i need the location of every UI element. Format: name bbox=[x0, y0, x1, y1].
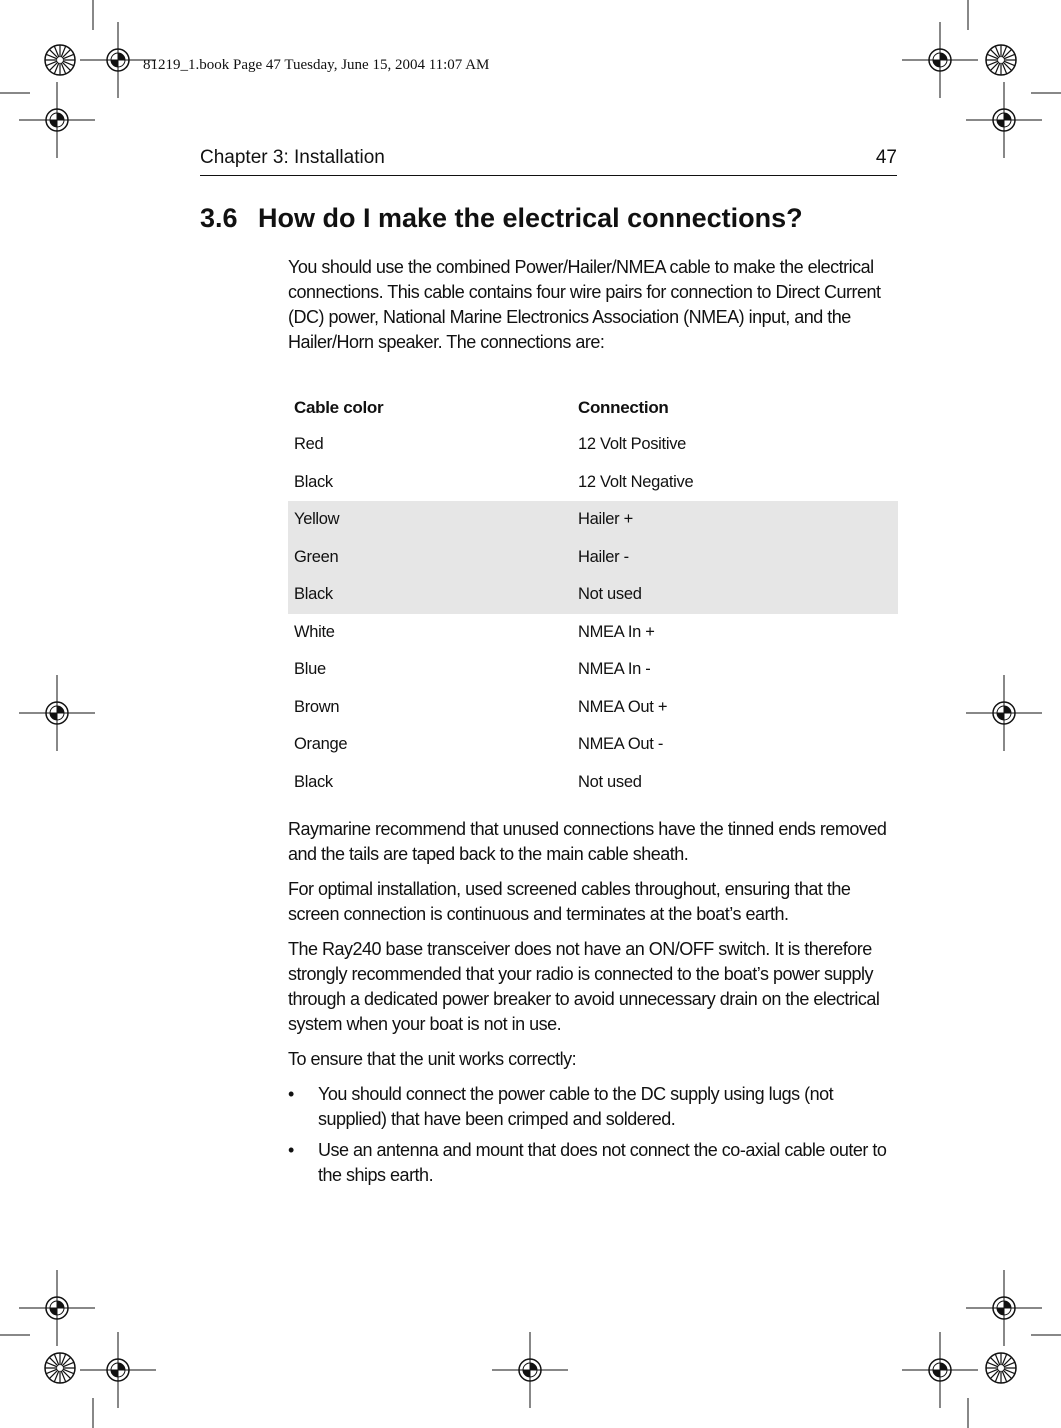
section-number: 3.6 bbox=[200, 203, 238, 233]
table-row bbox=[288, 464, 898, 502]
list-item bbox=[288, 1138, 898, 1188]
table-header-row bbox=[288, 390, 898, 426]
connection-cell: NMEA In + bbox=[578, 622, 655, 641]
bullet-list bbox=[288, 1082, 898, 1188]
paragraph-power-breaker: The Ray240 base transceiver does not have an ON/OFF switch. It is therefore strongly recommended that your radio is connected to the boat’s power supply through a dedicated power breaker to avoid unnecessary drain on the electrical system when your boat is not in use. bbox=[288, 939, 880, 1034]
cable-color-cell: Black bbox=[294, 472, 333, 491]
print-slug: 81219_1.book Page 47 Tuesday, June 15, 2004 11:07 AM bbox=[143, 57, 490, 73]
connection-cell: Hailer - bbox=[572, 539, 898, 577]
list-item bbox=[288, 1082, 898, 1132]
table-row bbox=[288, 539, 898, 577]
cable-color-cell: Orange bbox=[294, 735, 348, 754]
page-number: 47 bbox=[875, 147, 897, 168]
cable-color-cell: Green bbox=[288, 539, 572, 577]
connection-cell: Not used bbox=[572, 576, 898, 614]
table-row bbox=[288, 576, 898, 614]
connection-cell: NMEA In - bbox=[578, 660, 651, 679]
cable-color-cell: Black bbox=[294, 772, 333, 791]
table-row bbox=[288, 689, 898, 727]
intro-paragraph: You should use the combined Power/Hailer/NMEA cable to make the electrical connections. This cable contains four wire pairs for connection to Direct Current (DC) power, National Marine Electronics Association (NMEA) input, and the Hailer/Horn speaker. The connections are: bbox=[288, 257, 881, 352]
cable-color-cell: Yellow bbox=[288, 501, 572, 539]
column-header-cable-color: Cable color bbox=[294, 398, 384, 417]
table-row bbox=[288, 651, 898, 689]
column-header-connection: Connection bbox=[578, 398, 669, 417]
chapter-title: Chapter 3: Installation bbox=[200, 147, 385, 168]
table-row bbox=[288, 426, 898, 464]
table-row bbox=[288, 726, 898, 764]
table-row bbox=[288, 501, 898, 539]
table-row bbox=[288, 614, 898, 652]
bullet-icon: • bbox=[288, 1084, 294, 1104]
cable-connection-table bbox=[288, 390, 898, 801]
section-title-text: How do I make the electrical connections? bbox=[258, 203, 803, 233]
bullet-text: Use an antenna and mount that does not connect the co-axial cable outer to the ships earth. bbox=[318, 1140, 887, 1185]
intro-block bbox=[288, 255, 898, 355]
cable-color-cell: Blue bbox=[294, 660, 326, 679]
connection-cell: Hailer + bbox=[572, 501, 898, 539]
paragraph-ensure-correct: To ensure that the unit works correctly: bbox=[288, 1049, 577, 1069]
cable-color-cell: White bbox=[294, 622, 335, 641]
connection-cell: NMEA Out - bbox=[578, 735, 664, 754]
connection-cell: 12 Volt Negative bbox=[578, 472, 694, 491]
bullet-text: You should connect the power cable to the DC supply using lugs (not supplied) that have been crimped and soldered. bbox=[318, 1084, 834, 1129]
paragraph-unused-connections: Raymarine recommend that unused connections have the tinned ends removed and the tails are taped back to the main cable sheath. bbox=[288, 819, 887, 864]
table-row bbox=[288, 764, 898, 802]
cable-color-cell: Black bbox=[288, 576, 572, 614]
bullet-icon: • bbox=[288, 1140, 294, 1160]
connection-cell: NMEA Out + bbox=[578, 697, 668, 716]
connection-cell: Not used bbox=[578, 772, 642, 791]
body-paragraphs bbox=[288, 817, 898, 1194]
running-header bbox=[200, 147, 897, 176]
section-heading bbox=[200, 203, 803, 234]
cable-color-cell: Brown bbox=[294, 697, 340, 716]
connection-cell: 12 Volt Positive bbox=[578, 435, 687, 454]
paragraph-screened-cables: For optimal installation, used screened cables throughout, ensuring that the screen connection is continuous and terminates at the boat’s earth. bbox=[288, 879, 851, 924]
cable-color-cell: Red bbox=[294, 435, 324, 454]
